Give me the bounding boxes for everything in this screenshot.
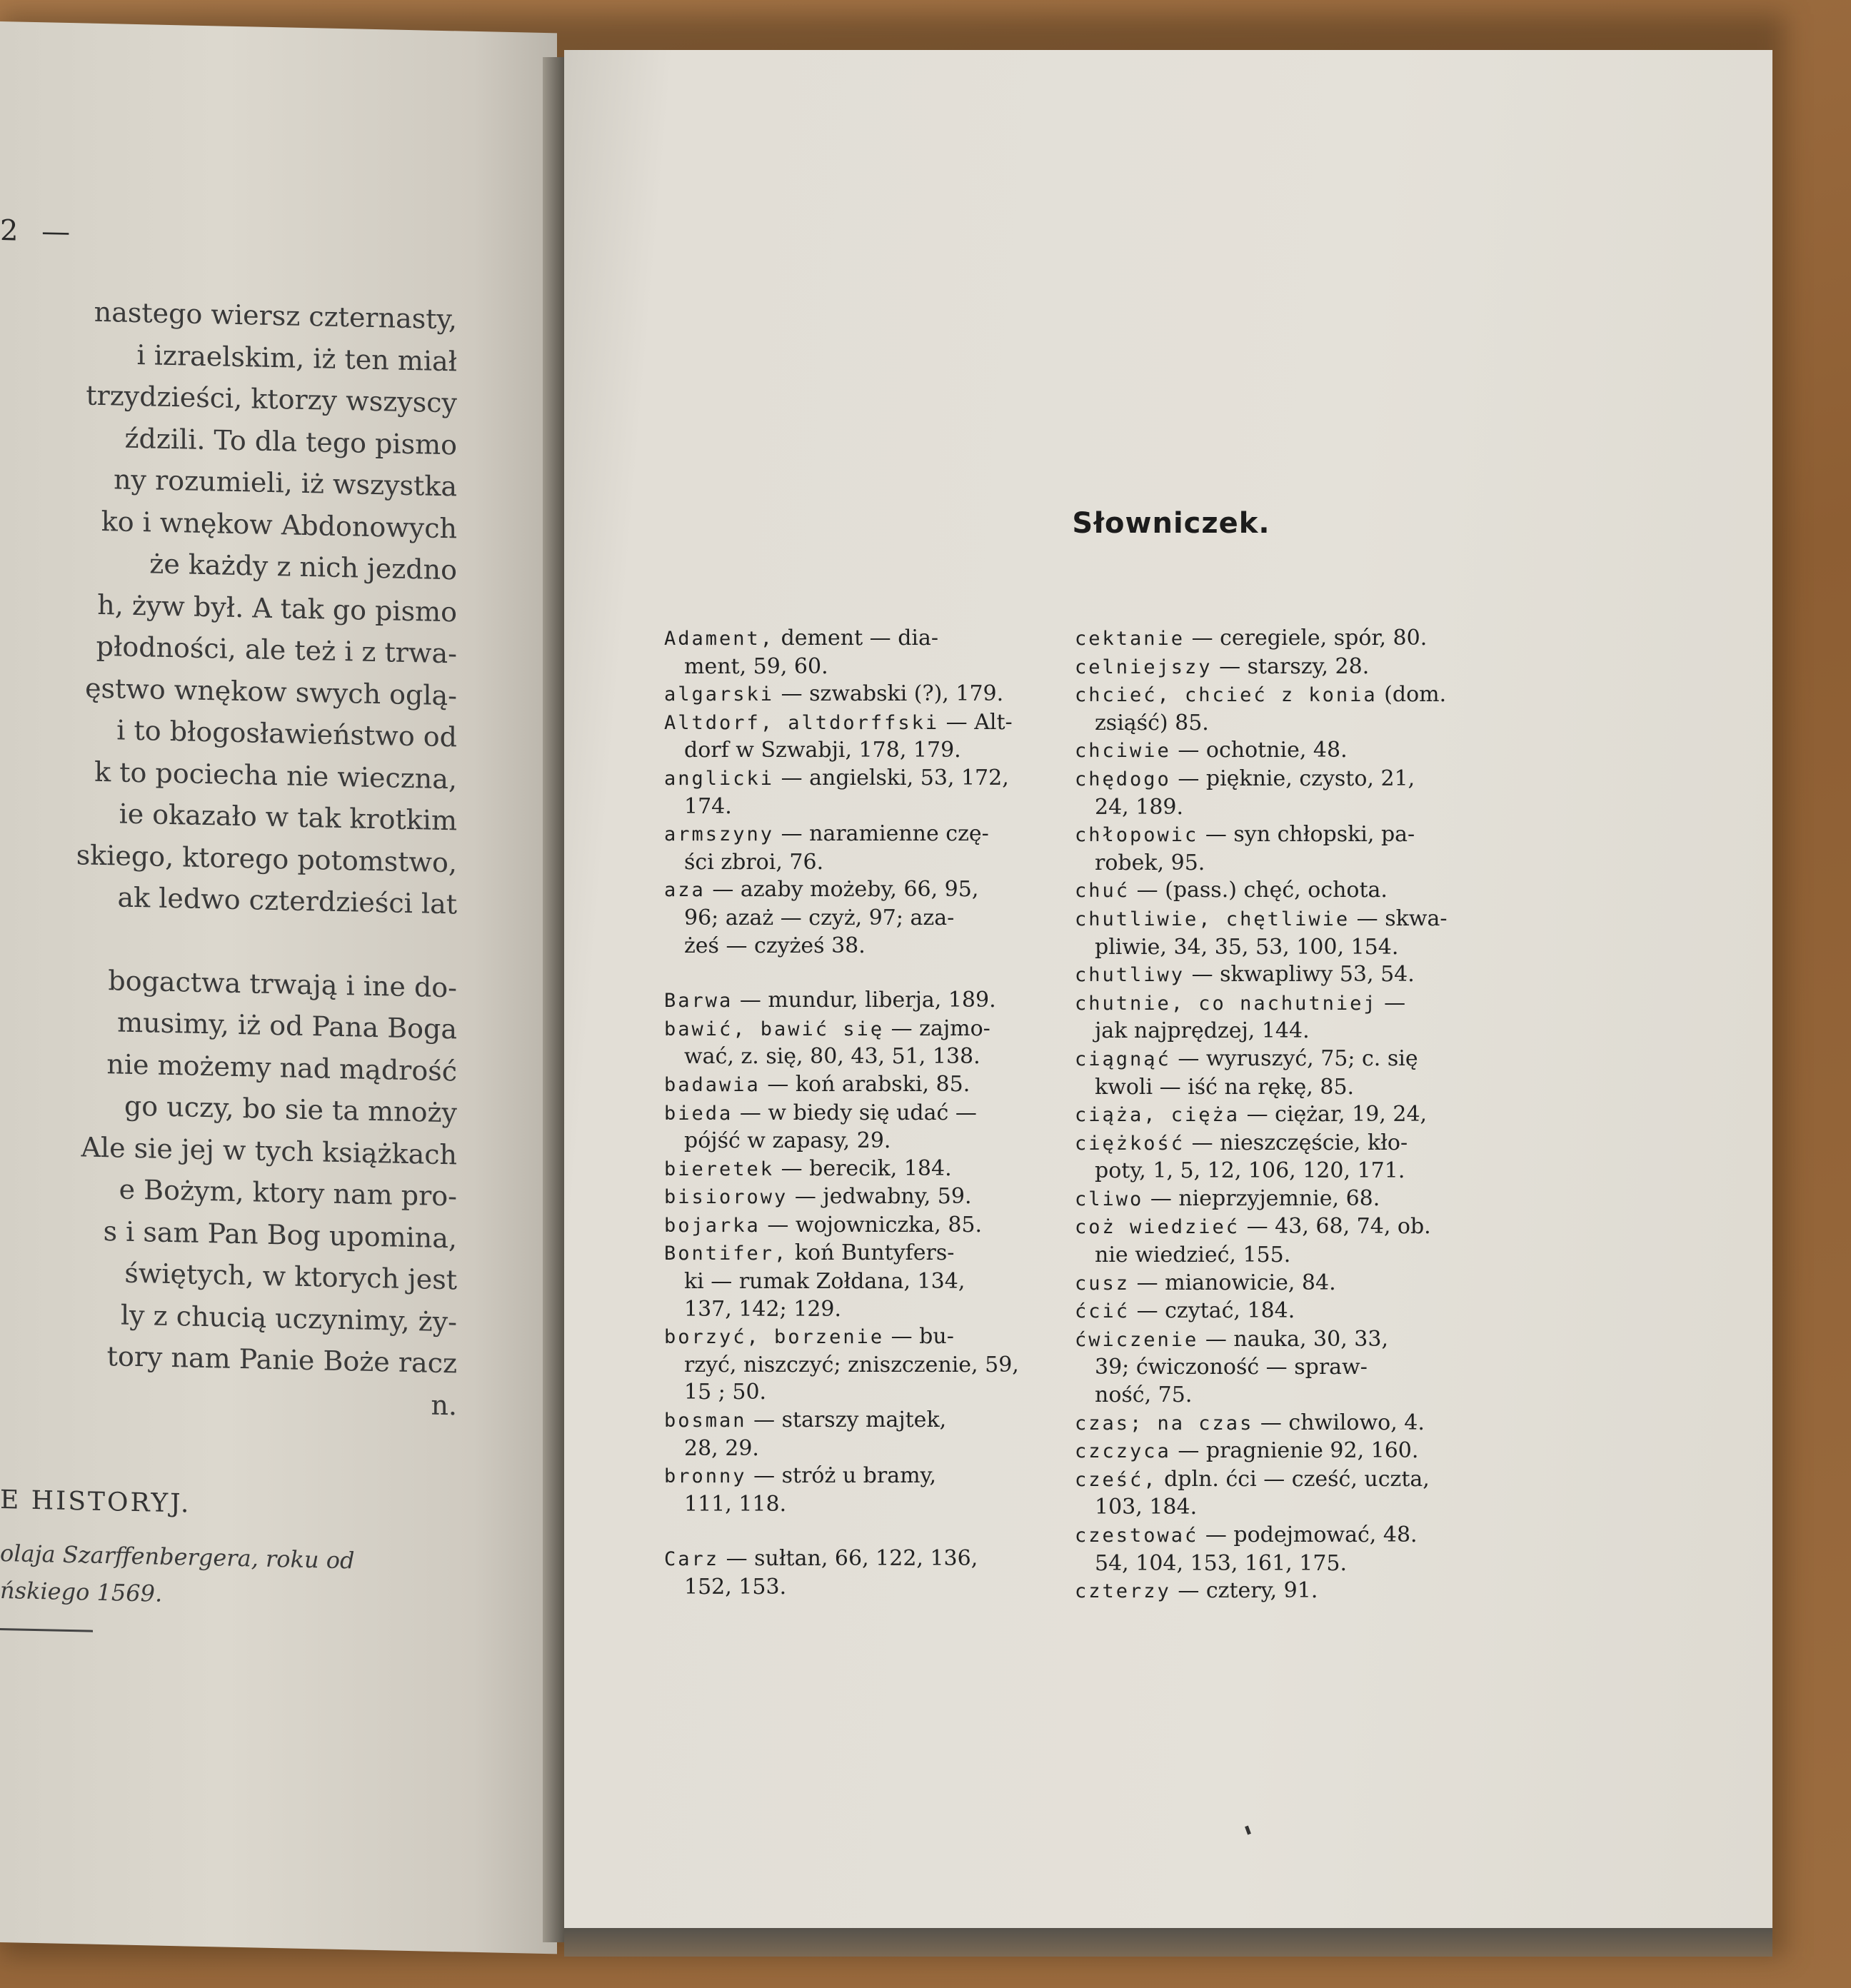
text-line: musimy, iż od Pana Boga <box>117 1006 457 1045</box>
entry-headword: cusz <box>1075 1272 1130 1295</box>
text-line: i izraelskim, iż ten miał <box>136 338 457 377</box>
glossary-entry <box>1075 765 1475 821</box>
entry-headword: cektanie <box>1075 628 1185 650</box>
entry-definition: — chwilowo, 4. <box>1260 1410 1425 1435</box>
entry-definition: — nauka, 30, 33, <box>1205 1326 1389 1352</box>
entry-headword: ciąża, cięża <box>1075 1104 1240 1127</box>
glossary-entry <box>664 876 1053 960</box>
entry-continuation: pójść w zapasy, 29. <box>684 1128 891 1154</box>
glossary-entry <box>1075 653 1475 682</box>
glossary-entry <box>664 1545 1053 1601</box>
entry-continuation: robek, 95. <box>1095 850 1205 875</box>
entry-headword: Altdorf, altdorffski <box>664 711 940 734</box>
text-line: skiego, ktorego potomstwo, <box>76 838 457 878</box>
glossary-entry <box>664 1462 1053 1518</box>
glossary-entry <box>664 1015 1053 1071</box>
entry-definition: — szwabski (?), 179. <box>781 681 1004 707</box>
entry-headword: czterzy <box>1075 1580 1171 1603</box>
text-line: k to pociecha nie wieczna, <box>94 755 457 795</box>
text-line: trzydzieści, ktorzy wszyscy <box>86 379 457 419</box>
signature-line: ńskiego 1569. <box>0 1577 163 1607</box>
text-line: bogactwa trwają i ine do- <box>108 964 457 1003</box>
entry-definition: — azaby możeby, 66, 95, <box>712 877 979 903</box>
entry-definition: — 43, 68, 74, ob. <box>1246 1214 1431 1240</box>
text-line: nastego wiersz czternasty, <box>94 296 457 336</box>
glossary-entry <box>1075 1577 1475 1606</box>
page-number: 2 — <box>0 214 78 249</box>
glossary-entry <box>1075 1213 1475 1269</box>
glossary-entry <box>1075 1101 1475 1130</box>
text-line: i to błogosławieństwo od <box>116 714 457 753</box>
entry-headword: celniejszy <box>1075 656 1213 678</box>
glossary-entry <box>1075 1437 1475 1466</box>
glossary-entry <box>1075 821 1475 877</box>
entry-headword: ćwiczenie <box>1075 1328 1199 1351</box>
text-line: ko i wnękow Abdonowych <box>101 505 457 544</box>
glossary-entry <box>664 1071 1053 1100</box>
entry-continuation: 28, 29. <box>684 1435 759 1461</box>
glossary-entry <box>1075 1466 1475 1522</box>
text-line: płodności, ale też i z trwa- <box>96 630 457 670</box>
text-line: ie okazało w tak krotkim <box>119 798 457 837</box>
glossary-entry <box>1075 625 1475 653</box>
text-line: n. <box>431 1389 457 1421</box>
entry-continuation: kwoli — iść na rękę, 85. <box>1095 1074 1355 1100</box>
entry-headword: chuć <box>1075 880 1130 903</box>
entry-headword: chutnie, co nachutniej <box>1075 992 1378 1015</box>
entry-headword: armszyny <box>664 823 775 846</box>
entry-definition: — berecik, 184. <box>781 1155 952 1181</box>
entry-headword: chciwie <box>1075 740 1171 763</box>
entry-headword: cliwo <box>1075 1188 1144 1210</box>
entry-headword: bieretek <box>664 1158 775 1180</box>
text-line: ak ledwo czterdzieści lat <box>117 881 457 920</box>
entry-headword: ciągnąć <box>1075 1048 1171 1070</box>
entry-definition: — starszy majtek, <box>753 1407 947 1433</box>
glossary-entry <box>1075 1045 1475 1101</box>
glossary-entry <box>1075 877 1475 905</box>
entry-definition: — sułtan, 66, 122, 136, <box>726 1546 978 1572</box>
entry-definition: — bu- <box>891 1324 954 1350</box>
entry-continuation: wać, z. się, 80, 43, 51, 138. <box>684 1044 980 1070</box>
entry-continuation: żeś — czyżeś 38. <box>684 933 866 958</box>
text-line: ny rozumieli, iż wszystka <box>114 463 457 503</box>
entry-definition: — ochotnie, 48. <box>1178 738 1348 763</box>
text-line: ęstwo wnękow swych oglą- <box>85 671 457 711</box>
entry-headword: chędogo <box>1075 768 1171 790</box>
entry-continuation: dorf w Szwabji, 178, 179. <box>684 738 961 763</box>
entry-definition: — ceregiele, spór, 80. <box>1191 626 1428 651</box>
entry-headword: algarski <box>664 683 775 706</box>
entry-headword: ciężkość <box>1075 1132 1185 1155</box>
glossary-entry <box>1075 961 1475 990</box>
divider-rule <box>0 1628 93 1632</box>
section-gap <box>664 1518 1053 1545</box>
entry-definition: — angielski, 53, 172, <box>781 765 1009 790</box>
glossary-entry <box>664 1323 1053 1407</box>
entry-headword: Bontifer, <box>664 1242 788 1265</box>
entry-headword: chcieć, chcieć z konia <box>1075 684 1378 707</box>
text-line: e Bożym, ktory nam pro- <box>119 1173 457 1213</box>
entry-continuation: ność, 75. <box>1095 1382 1193 1408</box>
entry-definition: — Alt- <box>945 709 1013 735</box>
entry-definition: — nieprzyjemnie, 68. <box>1150 1185 1380 1211</box>
page-title: Słowniczek. <box>1072 507 1270 540</box>
entry-continuation: 96; azaż — czyż, 97; aza- <box>684 905 955 930</box>
glossary-entry <box>664 1100 1053 1155</box>
glossary-entry <box>1075 1185 1475 1214</box>
entry-headword: chutliwie, chętliwie <box>1075 908 1350 930</box>
entry-definition: — skwapliwy 53, 54. <box>1191 962 1415 988</box>
entry-definition: — podejmować, 48. <box>1205 1522 1418 1547</box>
entry-headword: badawia <box>664 1073 761 1096</box>
entry-definition: dement — dia- <box>781 626 939 651</box>
entry-headword: bawić, bawić się <box>664 1018 885 1040</box>
glossary-entry <box>664 1240 1053 1323</box>
glossary-entry <box>1075 681 1475 737</box>
entry-definition: dpln. ćci — cześć, uczta, <box>1164 1466 1430 1492</box>
section-gap <box>664 960 1053 987</box>
text-line: s i sam Pan Bog upomina, <box>103 1215 457 1254</box>
left-page-text <box>0 289 457 1426</box>
entry-continuation: rzyć, niszczyć; zniszczenie, 59, <box>684 1352 1019 1377</box>
entry-continuation: ści zbroi, 76. <box>684 849 824 875</box>
entry-headword: chutliwy <box>1075 964 1185 987</box>
entry-continuation: pliwie, 34, 35, 53, 100, 154. <box>1095 934 1399 960</box>
glossary-entry <box>1075 905 1475 961</box>
text-line: h, żyw był. A tak go pismo <box>97 588 457 628</box>
text-line: go uczy, bo sie ta mnoży <box>124 1090 457 1129</box>
glossary-entry <box>664 820 1053 876</box>
entry-continuation: poty, 1, 5, 12, 106, 120, 171. <box>1095 1158 1405 1184</box>
text-line: ly z chucią uczynimy, ży- <box>120 1299 457 1337</box>
entry-continuation: 24, 189. <box>1095 794 1184 820</box>
entry-continuation: zsiąść) 85. <box>1095 710 1209 736</box>
text-line: nie możemy nad mądrość <box>106 1048 457 1087</box>
glossary-entry <box>1075 1270 1475 1298</box>
entry-definition: — (pass.) chęć, ochota. <box>1136 878 1388 903</box>
entry-headword: anglicki <box>664 767 775 790</box>
signature-heading: E HISTORYJ. <box>0 1485 191 1519</box>
glossary-entry <box>1075 737 1475 765</box>
signature-line: olaja Szarffenbergera, roku od <box>0 1540 355 1575</box>
entry-continuation: 137, 142; 129. <box>684 1296 842 1322</box>
entry-continuation: jak najprędzej, 144. <box>1095 1018 1310 1044</box>
text-line: tory nam Panie Boże racz <box>106 1340 457 1380</box>
glossary-entry <box>1075 1522 1475 1577</box>
paper-speck <box>1245 1826 1251 1835</box>
text-line: Ale sie jej w tych książkach <box>81 1130 457 1170</box>
left-page-signature <box>0 1485 457 1618</box>
entry-definition: (dom. <box>1384 682 1447 708</box>
right-page <box>564 50 1772 1935</box>
entry-definition: — w biedy się udać — <box>739 1100 977 1125</box>
entry-definition: — syn chłopski, pa- <box>1205 822 1415 848</box>
entry-continuation: 103, 184. <box>1095 1495 1198 1520</box>
entry-headword: bieda <box>664 1102 733 1125</box>
entry-headword: Carz <box>664 1548 720 1571</box>
glossary-column-right <box>1075 625 1475 1606</box>
entry-definition: — mundur, liberja, 189. <box>739 988 996 1013</box>
entry-continuation: 174. <box>684 793 732 819</box>
entry-definition: — czytać, 184. <box>1136 1298 1295 1324</box>
text-line: ździli. To dla tego pismo <box>124 422 457 461</box>
entry-definition: — ciężar, 19, 24, <box>1246 1102 1428 1128</box>
glossary-entry <box>664 1407 1053 1462</box>
entry-headword: bronny <box>664 1465 747 1488</box>
entry-definition: — jedwabny, 59. <box>794 1184 972 1210</box>
glossary-entry <box>1075 1130 1475 1185</box>
glossary-entry <box>1075 1297 1475 1326</box>
entry-continuation: 152, 153. <box>684 1575 787 1600</box>
entry-definition: — cztery, 91. <box>1178 1578 1318 1604</box>
entry-definition: — zajmo- <box>891 1015 990 1041</box>
entry-continuation: 54, 104, 153, 161, 175. <box>1095 1550 1348 1576</box>
book-bottom-edge <box>564 1928 1772 1957</box>
glossary-entry <box>664 1212 1053 1240</box>
text-line: świętych, w ktorych jest <box>124 1257 457 1296</box>
glossary-entry <box>1075 1326 1475 1410</box>
glossary-entry <box>664 1155 1053 1184</box>
glossary-entry <box>1075 990 1475 1045</box>
glossary-entry <box>664 1183 1053 1212</box>
text-line: że każdy z nich jezdno <box>149 548 457 586</box>
entry-continuation: 39; ćwiczoność — spraw- <box>1095 1355 1368 1380</box>
entry-headword: bojarka <box>664 1214 761 1237</box>
entry-definition: — starszy, 28. <box>1219 653 1370 679</box>
entry-headword: aza <box>664 879 706 902</box>
entry-headword: czas; na czas <box>1075 1412 1254 1435</box>
entry-definition: — wojowniczka, 85. <box>767 1212 983 1238</box>
entry-headword: cześć, <box>1075 1468 1158 1491</box>
entry-continuation: nie wiedzieć, 155. <box>1095 1242 1291 1268</box>
entry-headword: czczyca <box>1075 1440 1171 1463</box>
glossary-entry <box>1075 1410 1475 1438</box>
entry-continuation: 111, 118. <box>684 1491 787 1517</box>
entry-continuation: 15 ; 50. <box>684 1380 767 1405</box>
entry-definition: — <box>1384 990 1406 1015</box>
entry-definition: — wyruszyć, 75; c. się <box>1178 1045 1418 1071</box>
glossary-entry <box>664 625 1053 681</box>
entry-definition: — mianowicie, 84. <box>1136 1270 1336 1295</box>
entry-headword: czestować <box>1075 1525 1199 1547</box>
entry-definition: — nieszczęście, kło- <box>1191 1130 1408 1155</box>
entry-definition: — stróż u bramy, <box>753 1463 937 1489</box>
entry-definition: — pięknie, czysto, 21, <box>1178 765 1415 791</box>
entry-headword: bosman <box>664 1410 747 1432</box>
entry-headword: ćcić <box>1075 1300 1130 1323</box>
entry-headword: borzyć, borzenie <box>664 1326 885 1349</box>
entry-headword: coż wiedzieć <box>1075 1216 1240 1239</box>
entry-continuation: ment, 59, 60. <box>684 653 828 679</box>
entry-headword: bisiorowy <box>664 1186 788 1209</box>
entry-definition: — pragnienie 92, 160. <box>1178 1438 1419 1464</box>
glossary-entry <box>664 765 1053 820</box>
entry-continuation: ki — rumak Zołdana, 134, <box>684 1269 965 1295</box>
entry-headword: Adament, <box>664 628 775 650</box>
left-page <box>0 21 557 1954</box>
entry-headword: Barwa <box>664 990 733 1013</box>
entry-definition: koń Buntyfers- <box>794 1240 955 1266</box>
entry-definition: — skwa- <box>1356 905 1448 931</box>
entry-headword: chłopowic <box>1075 824 1199 847</box>
glossary-column-left <box>664 625 1053 1602</box>
glossary-entry <box>664 709 1053 765</box>
entry-definition: — koń arabski, 85. <box>767 1071 970 1097</box>
glossary-entry <box>664 987 1053 1015</box>
glossary-entry <box>664 681 1053 709</box>
entry-definition: — naramienne czę- <box>781 821 989 847</box>
